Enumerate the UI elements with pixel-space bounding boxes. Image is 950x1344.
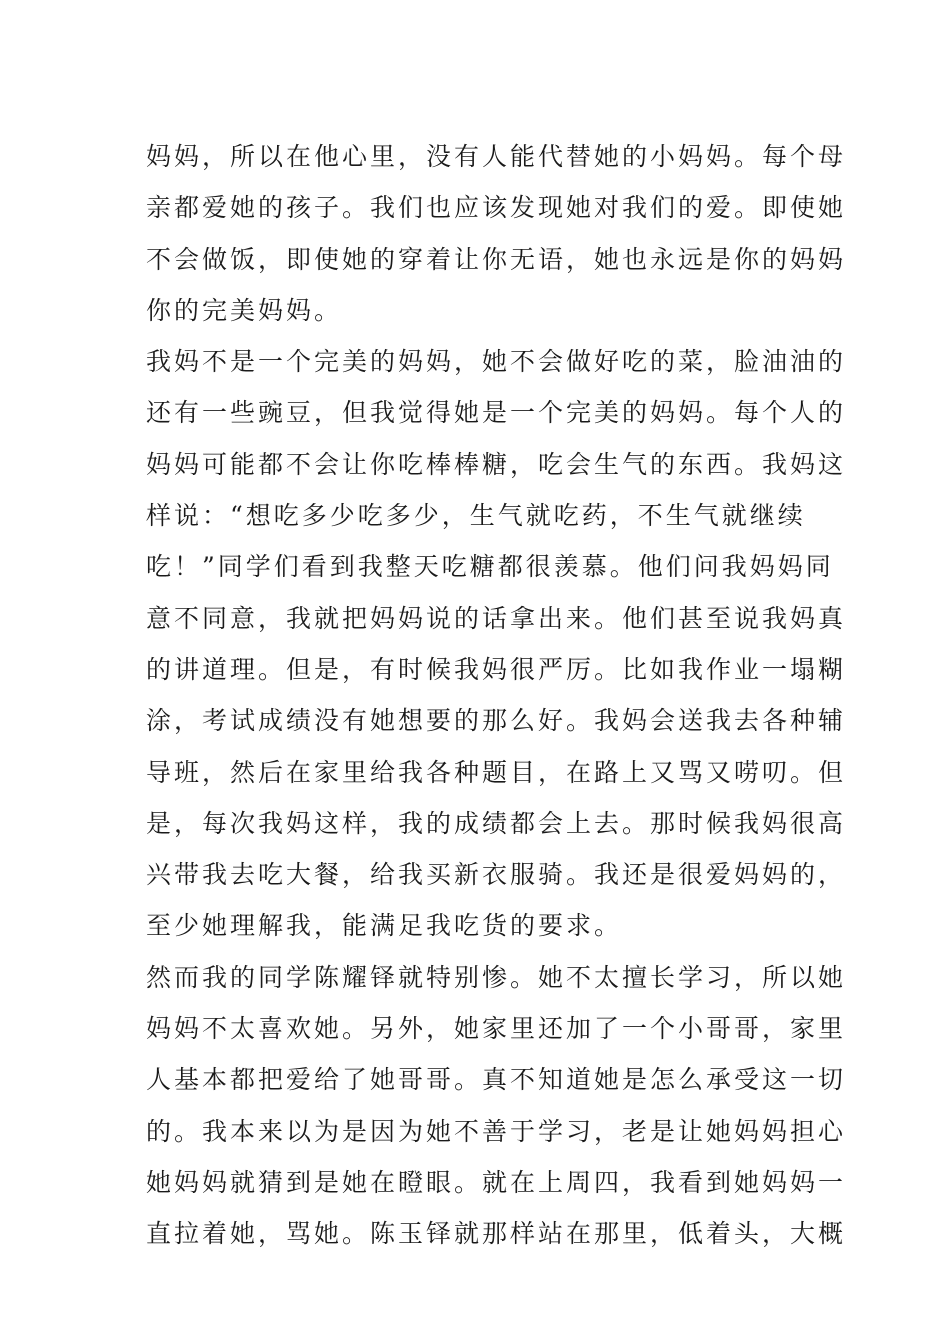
text-line: 至少她理解我，能满足我吃货的要求。 [146,911,623,941]
text-line: 是，每次我妈这样，我的成绩都会上去。那时候我妈很高 [146,808,847,838]
text-line: 还有一些豌豆，但我觉得她是一个完美的妈妈。每个人的 [146,398,847,428]
text-line: 涂，考试成绩没有她想要的那么好。我妈会送我去各种辅 [146,706,847,736]
text-line: 的讲道理。但是，有时候我妈很严厉。比如我作业一塌糊 [146,654,847,684]
text-line: 亲都爱她的孩子。我们也应该发现她对我们的爱。即使她 [146,193,847,223]
text-line: 意不同意，我就把妈妈说的话拿出来。他们甚至说我妈真 [146,603,847,633]
text-line: 吃！”同学们看到我整天吃糖都很羡慕。他们问我妈妈同 [146,552,834,582]
text-line: 的。我本来以为是因为她不善于学习，老是让她妈妈担心 [146,1116,847,1146]
text-line: 然而我的同学陈耀铎就特别惨。她不太擅长学习，所以她 [146,962,847,992]
text-line: 妈妈，所以在他心里，没有人能代替她的小妈妈。每个母 [146,142,847,171]
text-line: 导班，然后在家里给我各种题目，在路上又骂又唠叨。但 [146,757,847,787]
text-line: 妈妈可能都不会让你吃棒棒糖，吃会生气的东西。我妈这 [146,449,847,479]
text-line: 你的完美妈妈。 [146,295,343,325]
text-line: 样说：“想吃多少吃多少，生气就吃药，不生气就继续 [146,501,806,531]
text-line: 妈妈不太喜欢她。另外，她家里还加了一个小哥哥，家里 [146,1014,847,1044]
text-line: 她妈妈就猜到是她在瞪眼。就在上周四，我看到她妈妈一 [146,1167,847,1197]
text-line: 人基本都把爱给了她哥哥。真不知道她是怎么承受这一切 [146,1065,847,1095]
text-line: 不会做饭，即使她的穿着让你无语，她也永远是你的妈妈 [146,244,847,274]
text-line: 我妈不是一个完美的妈妈，她不会做好吃的菜，脸油油的 [146,347,847,377]
body-text [146,131,847,1260]
text-line: 直拉着她，骂她。陈玉铎就那样站在那里，低着头，大概 [146,1219,847,1249]
text-line: 兴带我去吃大餐，给我买新衣服骑。我还是很爱妈妈的， [146,860,847,890]
